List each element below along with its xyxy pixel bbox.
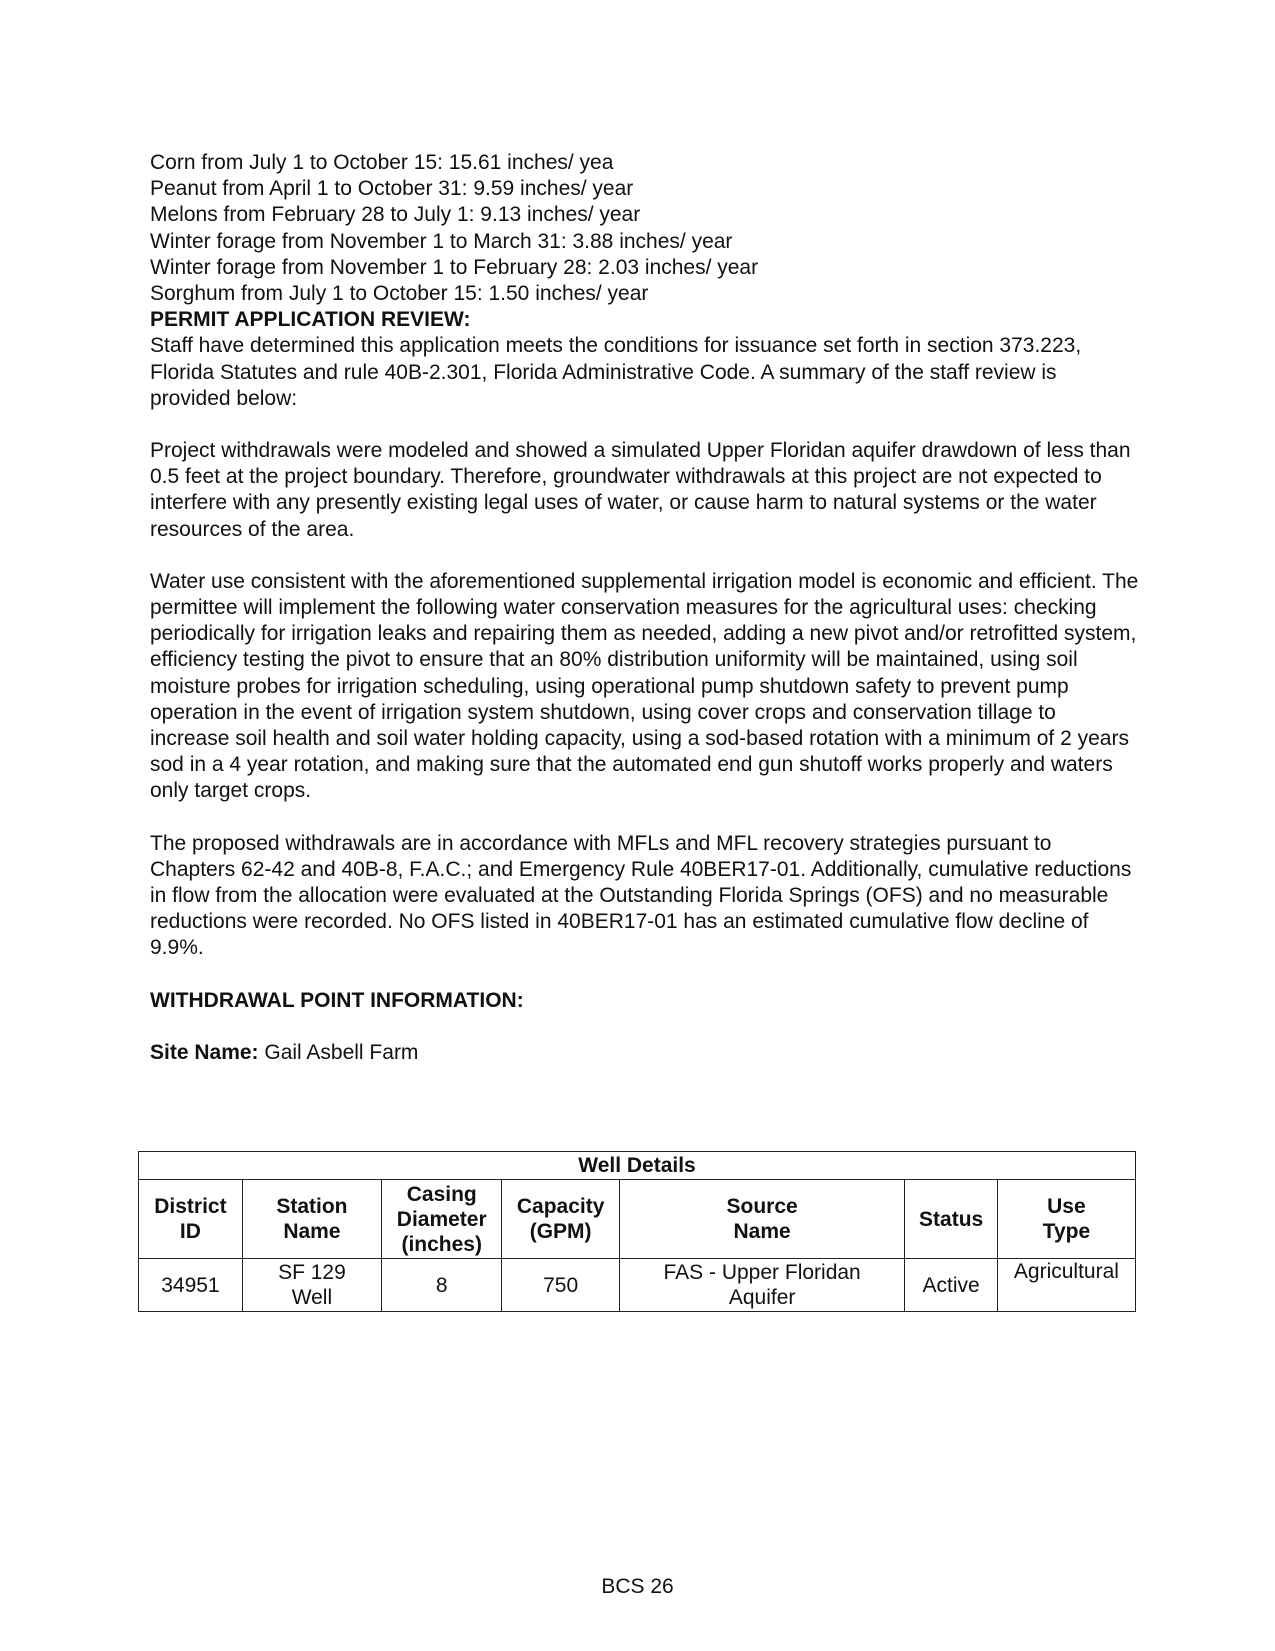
header-line: ID [179, 1220, 201, 1243]
cell-source-name [619, 1259, 905, 1312]
header-line: Status [919, 1207, 984, 1231]
column-header-district-id [139, 1180, 243, 1259]
paragraph-spacer [150, 962, 1140, 988]
header-line: (inches) [401, 1232, 482, 1256]
header-line: Use [1047, 1195, 1086, 1218]
header-line: Station [276, 1195, 348, 1218]
cell-line: Well [291, 1286, 333, 1309]
site-name-value: Gail Asbell Farm [258, 1040, 419, 1064]
column-header-source-name [619, 1180, 905, 1259]
header-line: Type [1042, 1220, 1091, 1243]
header-line: Capacity [516, 1195, 605, 1218]
well-details-table [138, 1151, 1136, 1312]
site-name-line [150, 1040, 1140, 1066]
crop-requirement-line: Winter forage from November 1 to February 28: 2.03 inches/ year [150, 255, 759, 279]
permit-review-intro: Staff have determined this application meets the conditions for issuance set forth in section 373.223, Florida Statutes and rule 40B-2.301, Florida Administrative Code. A summary of the staff review is provided below: [150, 334, 1082, 410]
permit-review-heading: PERMIT APPLICATION REVIEW: [150, 308, 471, 332]
header-line: Name [283, 1220, 341, 1243]
page-body [150, 150, 1140, 1066]
header-line: Casing [406, 1182, 477, 1206]
cell-line: FAS - Upper Floridan [663, 1261, 861, 1284]
cell-casing-diameter: 8 [382, 1259, 502, 1312]
crop-requirement-line: Peanut from April 1 to October 31: 9.59 inches/ year [150, 177, 634, 201]
page-number: BCS 26 [601, 1575, 674, 1598]
header-line: Diameter [396, 1207, 487, 1231]
crop-requirement-line: Winter forage from November 1 to March 31: 3.88 inches/ year [150, 229, 733, 253]
column-header-casing-diameter [382, 1180, 502, 1259]
crop-requirement-line: Sorghum from July 1 to October 15: 1.50 inches/ year [150, 282, 649, 306]
table-row [139, 1259, 1136, 1312]
cell-use-type: Agricultural [997, 1259, 1135, 1312]
header-line: Source [726, 1195, 798, 1218]
cell-line: Aquifer [728, 1286, 796, 1309]
table-caption: Well Details [139, 1152, 1136, 1180]
table-header-row [139, 1180, 1136, 1259]
column-header-use-type [997, 1180, 1135, 1259]
column-header-status [905, 1180, 997, 1259]
mfl-paragraph: The proposed withdrawals are in accordance with MFLs and MFL recovery strategies pursuant to Chapters 62-42 and 40B-8, F.A.C.; and Emergency Rule 40BER17-01. Additionally, cumulative reductions in flow from the allocation were evaluated at the Outstanding Florida Springs (OFS) and no measurable reductions were recorded. No OFS listed in 40BER17-01 has an estimated cumulative flow decline of 9.9%. [150, 831, 1132, 960]
paragraph-spacer [150, 543, 1140, 569]
paragraph-spacer [150, 1014, 1140, 1040]
site-name-label: Site Name: [150, 1040, 259, 1064]
cell-line: SF 129 [278, 1261, 346, 1284]
paragraph-spacer [150, 412, 1140, 438]
cell-station-name [242, 1259, 381, 1312]
cell-capacity: 750 [502, 1259, 619, 1312]
crop-requirement-line: Melons from February 28 to July 1: 9.13 inches/ year [150, 203, 641, 227]
table-caption-row [139, 1152, 1136, 1180]
crop-requirement-line: Corn from July 1 to October 15: 15.61 inches/ yea [150, 151, 614, 174]
header-line: (GPM) [529, 1220, 592, 1243]
cell-status: Active [905, 1259, 997, 1312]
page-footer [0, 1575, 1275, 1599]
crop-requirements-list [150, 150, 1140, 307]
withdrawal-info-heading: WITHDRAWAL POINT INFORMATION: [150, 988, 524, 1012]
conservation-paragraph: Water use consistent with the aforementioned supplemental irrigation model is economic and efficient. The permittee will implement the following water conservation measures for the agricultural uses: checking periodically for irrigation leaks and repairing them as needed, adding a new pivot and/or retrofitted system, efficiency testing the pivot to ensure that an 80% distribution uniformity will be maintained, using soil moisture probes for irrigation scheduling, using operational pump shutdown safety to prevent pump operation in the event of irrigation system shutdown, using cover crops and conservation tillage to increase soil health and soil water holding capacity, using a sod-based rotation with a minimum of 2 years sod in a 4 year rotation, and making sure that the automated end gun shutoff works properly and waters only target crops. [150, 569, 1139, 803]
header-line: District [154, 1195, 227, 1218]
header-line: Name [733, 1220, 791, 1243]
column-header-capacity [502, 1180, 619, 1259]
cell-district-id: 34951 [139, 1259, 243, 1312]
paragraph-spacer [150, 805, 1140, 831]
modeling-paragraph: Project withdrawals were modeled and showed a simulated Upper Floridan aquifer drawdown of less than 0.5 feet at the project boundary. Therefore, groundwater withdrawals at this project are not expected to interfere with any presently existing legal uses of water, or cause harm to natural systems or the water resources of the area. [150, 439, 1131, 541]
column-header-station-name [242, 1180, 381, 1259]
